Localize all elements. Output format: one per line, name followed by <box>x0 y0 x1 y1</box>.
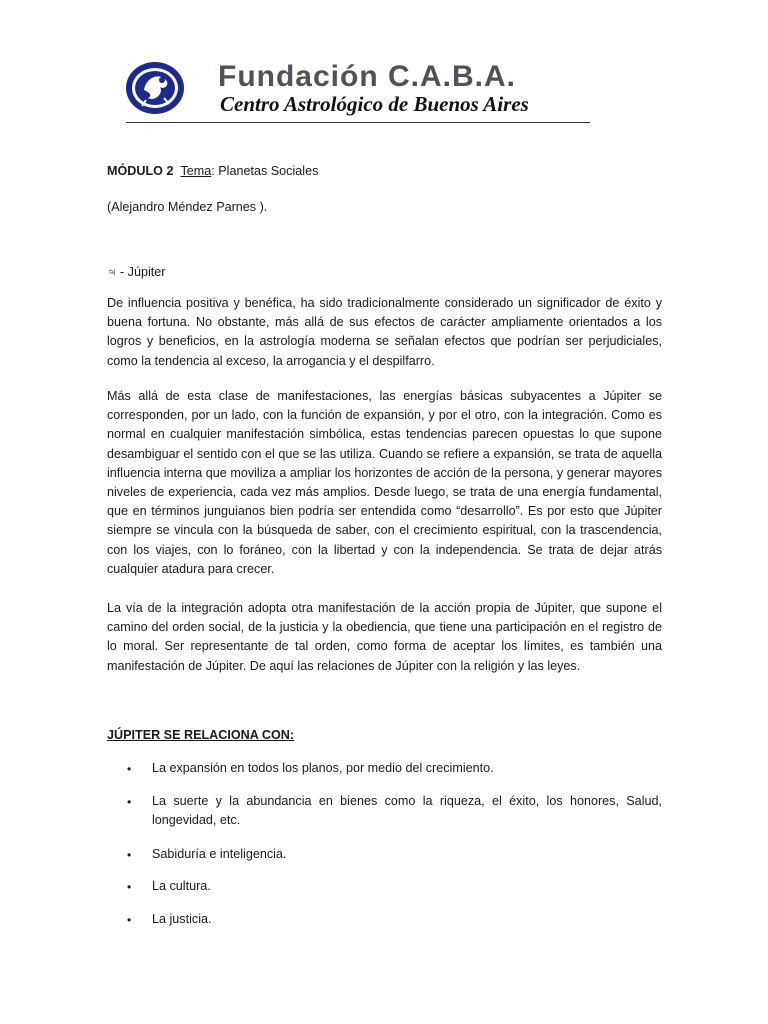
astrology-emblem-icon <box>124 60 186 116</box>
organization-subtitle: Centro Astrológico de Buenos Aires <box>220 92 529 116</box>
list-item-text: La cultura. <box>152 879 211 893</box>
module-label: MÓDULO 2 <box>107 164 174 178</box>
paragraph-1: De influencia positiva y benéfica, ha sido tradicionalmente considerado un significador de éxito y buena fortuna. No obstante, más allá de sus efectos de carácter ampliamente orientados a los logros y beneficios, en la astrología moderna se señalan efectos que podrían ser perjudiciales, como la tendencia al exceso, la arrogancia y el despilfarro. <box>107 296 662 368</box>
topic-value: : Planetas Sociales <box>211 164 319 178</box>
list-item-text: Sabiduría e inteligencia. <box>152 847 287 861</box>
list-item-text: La expansión en todos los planos, por medio del crecimiento. <box>152 761 494 775</box>
header-divider <box>126 122 590 123</box>
section-title: - Júpiter <box>116 265 166 279</box>
paragraph-3: La vía de la integración adopta otra manifestación de la acción propia de Júpiter, que supone el camino del orden social, de la justicia y la obediencia, que tiene una participación en el registro de lo moral. Ser representante de tal orden, como forma de aceptar los límites, es también una manifestación de Júpiter. De aquí las relaciones de Júpiter con la religión y las leyes. <box>107 601 662 673</box>
paragraph-2: Más allá de esta clase de manifestaciones, las energías básicas subyacentes a Júpiter se corresponden, por un lado, con la función de expansión, y por el otro, con la integración. Como es normal en cualquier manifestación simbólica, estas tendencias parecen opuestas lo que supone desambiguar el sentido con el que se las utiliza. Cuando se refiere a expansión, se trata de aquella influencia interna que moviliza a ampliar los horizontes de acción de la persona, y generar mayores niveles de experiencia, cada vez más amplios. Desde luego, se trata de una energía fundamental, que en términos junguianos bien podría ser entendida como “desarrollo”. Es por esto que Júpiter siempre se vincula con la búsqueda de saber, con el crecimiento espiritual, con la trascendencia, con los viajes, con lo foráneo, con la libertad y con la independencia. Se trata de dejar atrás cualquier atadura para crecer. <box>107 389 662 576</box>
bullet-icon: • <box>127 913 132 927</box>
section-heading <box>107 263 165 282</box>
bullet-icon: • <box>127 848 132 862</box>
document-header <box>0 0 768 130</box>
bullet-icon: • <box>127 762 132 776</box>
author-line: (Alejandro Méndez Parnes ). <box>107 200 268 214</box>
list-item-text: La justicia. <box>152 912 212 926</box>
list-item-text: La suerte y la abundancia en bienes como la riqueza, el éxito, los honores, Salud, longevidad, etc. <box>152 794 662 828</box>
module-line <box>107 162 318 181</box>
bullet-icon: • <box>127 795 132 809</box>
bullet-icon: • <box>127 880 132 894</box>
organization-title: Fundación C.A.B.A. <box>218 60 516 93</box>
list-heading: JÚPITER SE RELACIONA CON: <box>107 728 295 742</box>
topic-label: Tema <box>180 164 212 178</box>
jupiter-symbol-icon: ♃ <box>107 265 117 279</box>
